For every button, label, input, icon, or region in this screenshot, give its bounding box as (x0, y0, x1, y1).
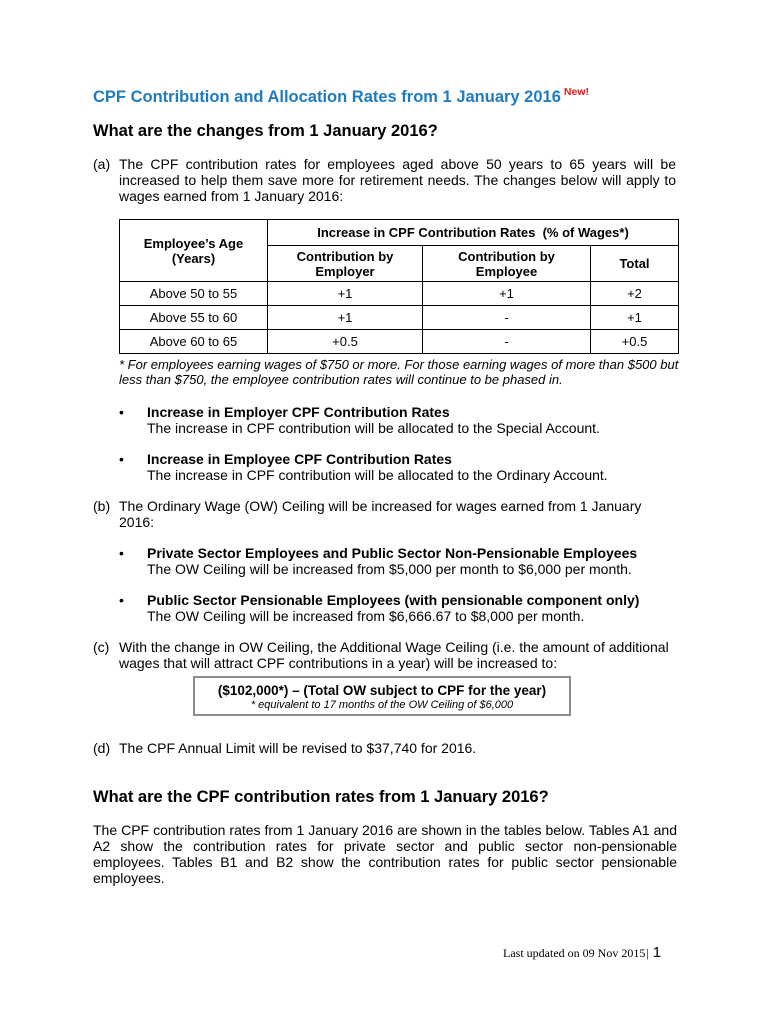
bullet-text: The OW Ceiling will be increased from $5,000 per month to $6,000 per month. (147, 561, 632, 577)
item-text-c: With the change in OW Ceiling, the Additional Wage Ceiling (i.e. the amount of additional wages that will attract CPF contributions in a year) will be increased to: (119, 639, 669, 671)
cell-age: Above 60 to 65 (120, 330, 268, 354)
cell-employee: +1 (423, 282, 591, 306)
cell-employee: - (423, 330, 591, 354)
aw-formula: ($102,000*) – (Total OW subject to CPF for the year) (217, 683, 547, 698)
bullet-public-pensionable (119, 592, 640, 624)
header-employee-age: Employee’s Age (Years) (120, 220, 268, 282)
bullet-dot: • (119, 545, 124, 561)
cell-total: +0.5 (591, 330, 679, 354)
section-heading-rates: What are the CPF contribution rates from 1 January 2016? (93, 788, 549, 806)
item-text-d: The CPF Annual Limit will be revised to $37,740 for 2016. (119, 740, 477, 756)
bullet-text: The increase in CPF contribution will be allocated to the Special Account. (147, 420, 600, 436)
bullet-title: Private Sector Employees and Public Sector Non-Pensionable Employees (147, 545, 638, 561)
bullet-employee-increase (119, 451, 608, 483)
title-text: CPF Contribution and Allocation Rates from 1 January 2016 (93, 88, 561, 106)
cell-employer: +1 (268, 306, 423, 330)
header-employee: Contribution by Employee (423, 246, 591, 282)
cell-employer: +1 (268, 282, 423, 306)
item-text-b: The Ordinary Wage (OW) Ceiling will be increased for wages earned from 1 January 2016: (119, 498, 642, 530)
bullet-employer-increase (119, 404, 600, 436)
cell-employee: - (423, 306, 591, 330)
bullet-dot: • (119, 451, 124, 467)
cell-age: Above 55 to 60 (120, 306, 268, 330)
table-row (120, 282, 679, 306)
header-employer: Contribution by Employer (268, 246, 423, 282)
bullet-title: Increase in Employer CPF Contribution Rates (147, 404, 450, 420)
table-row (120, 306, 679, 330)
table-header-row (120, 220, 679, 246)
bullet-title: Increase in Employee CPF Contribution Rates (147, 451, 452, 467)
bullet-text: The increase in CPF contribution will be allocated to the Ordinary Account. (147, 467, 608, 483)
page-title (93, 86, 589, 107)
section-heading-changes: What are the changes from 1 January 2016? (93, 122, 438, 140)
footer-separator: | (646, 946, 649, 960)
table-row (120, 330, 679, 354)
cell-employer: +0.5 (268, 330, 423, 354)
bullet-dot: • (119, 404, 124, 420)
bullet-text: The OW Ceiling will be increased from $6,666.67 to $8,000 per month. (147, 608, 585, 624)
new-badge: New! (563, 86, 589, 98)
section2-paragraph: The CPF contribution rates from 1 January 2016 are shown in the tables below. Tables A1 and A2 show the contribution rates for private sector and public sector non-pensionable employees. Tables B1 and B2 show the contribution rates for public sector pensionable employees. (93, 822, 677, 886)
bullet-dot: • (119, 592, 124, 608)
item-label-b: (b) (93, 498, 111, 514)
page-footer (503, 944, 661, 961)
item-label-d: (d) (93, 740, 111, 756)
page-number: 1 (652, 944, 662, 961)
cell-total: +2 (591, 282, 679, 306)
additional-wage-ceiling-box (193, 676, 571, 716)
aw-footnote: * equivalent to 17 months of the OW Ceiling of $6,000 (250, 699, 514, 711)
cell-total: +1 (591, 306, 679, 330)
bullet-title: Public Sector Pensionable Employees (with pensionable component only) (147, 592, 640, 608)
item-label-a: (a) (93, 156, 111, 172)
bullet-private-sector (119, 545, 638, 577)
contribution-increase-table (119, 219, 679, 354)
header-increase-group: Increase in CPF Contribution Rates (% of Wages*) (268, 220, 679, 246)
table-footnote: * For employees earning wages of $750 or more. For those earning wages of more than $500 but less than $750, the employee contribution rates will continue to be phased in. (119, 357, 679, 387)
cell-age: Above 50 to 55 (120, 282, 268, 306)
item-label-c: (c) (93, 639, 110, 655)
last-updated: Last updated on 09 Nov 2015 (503, 946, 646, 960)
header-total: Total (591, 246, 679, 282)
item-text-a: The CPF contribution rates for employees aged above 50 years to 65 years will be increased to help them save more for retirement needs. The changes below will apply to wages earned from 1 January 2016: (119, 156, 676, 204)
